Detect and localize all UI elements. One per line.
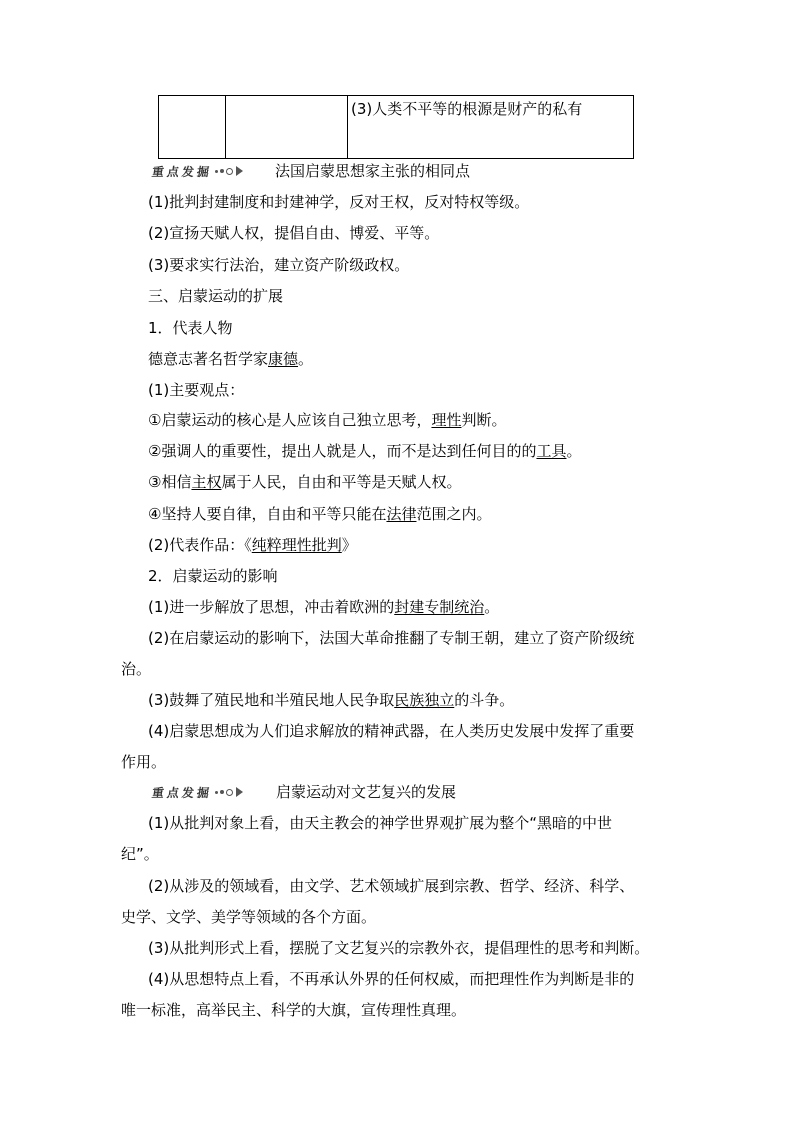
section-heading: 三、启蒙运动的扩展 — [148, 287, 284, 305]
list-item: (3)要求实行法治，建立资产阶级政权。 — [148, 256, 410, 274]
dots-arrow-icon — [215, 166, 243, 176]
table-cell — [159, 96, 226, 159]
list-item: (4)启蒙思想成为人们追求解放的精神武器，在人类历史发展中发挥了重要 — [148, 722, 635, 740]
paragraph-continuation: 唯一标准，高举民主、科学的大旗，宣传理性真理。 — [121, 1001, 467, 1019]
list-item: ②强调人的重要性，提出人就是人，而不是达到任何目的的工具。 — [148, 442, 582, 460]
list-item: (2)在启蒙运动的影响下，法国大革命推翻了专制王朝，建立了资产阶级统 — [148, 629, 635, 647]
list-item: ③相信主权属于人民，自由和平等是天赋人权。 — [148, 473, 462, 491]
paragraph: (2)代表作品：《纯粹理性批判》 — [148, 536, 357, 554]
paragraph: (3)从批判形式上看，摆脱了文艺复兴的宗教外衣，提倡理性的思考和判断。 — [148, 939, 650, 957]
underlined-term: 法律 — [386, 505, 417, 523]
list-item-continuation: 作用。 — [121, 753, 167, 771]
underlined-term: 康德 — [268, 350, 299, 368]
highlight-badge — [152, 161, 243, 181]
table-cell: (3)人类不平等的根源是财产的私有 — [348, 96, 634, 159]
subheading: (1)主要观点： — [148, 381, 245, 399]
section-title: 法国启蒙思想家主张的相同点 — [275, 162, 471, 180]
list-item: (1)进一步解放了思想，冲击着欧洲的封建专制统治。 — [148, 598, 500, 616]
section-title: 启蒙运动对文艺复兴的发展 — [276, 783, 457, 801]
paragraph-continuation: 史学、文学、美学等领域的各个方面。 — [121, 908, 377, 926]
subheading: 1．代表人物 — [148, 319, 233, 337]
paragraph: (4)从思想特点上看，不再承认外界的任何权威，而把理性作为判断是非的 — [148, 970, 635, 988]
paragraph-continuation: 纪”。 — [121, 845, 159, 863]
underlined-term: 纯粹理性批判 — [251, 536, 342, 554]
highlight-badge — [152, 782, 243, 802]
subheading: 2．启蒙运动的影响 — [148, 567, 278, 585]
table-cell — [226, 96, 348, 159]
badge-label: 重点发掘 — [150, 164, 213, 179]
underlined-term: 理性 — [431, 411, 462, 429]
paragraph: (1)从批判对象上看，由天主教会的神学世界观扩展为整个“黑暗的中世 — [148, 814, 613, 832]
badge-label: 重点发掘 — [150, 785, 213, 800]
underlined-term: 主权 — [191, 473, 222, 491]
list-item: (2)宣扬天赋人权，提倡自由、博爱、平等。 — [148, 224, 440, 242]
paragraph: 德意志著名哲学家康德。 — [148, 350, 314, 368]
list-item: (1)批判封建制度和封建神学，反对王权，反对特权等级。 — [148, 193, 530, 211]
list-item: ④坚持人要自律，自由和平等只能在法律范围之内。 — [148, 505, 492, 523]
underlined-term: 工具 — [536, 442, 567, 460]
table-row — [159, 96, 634, 159]
dots-arrow-icon — [215, 787, 243, 797]
paragraph: (2)从涉及的领域看，由文学、艺术领域扩展到宗教、哲学、经济、科学、 — [148, 877, 635, 895]
underlined-term: 封建专制统治 — [394, 598, 485, 616]
comparison-table-fragment — [158, 95, 634, 159]
list-item: (3)鼓舞了殖民地和半殖民地人民争取民族独立的斗争。 — [148, 691, 515, 709]
list-item-continuation: 治。 — [121, 660, 152, 678]
list-item: ①启蒙运动的核心是人应该自己独立思考，理性判断。 — [148, 411, 507, 429]
underlined-term: 民族独立 — [394, 691, 455, 709]
